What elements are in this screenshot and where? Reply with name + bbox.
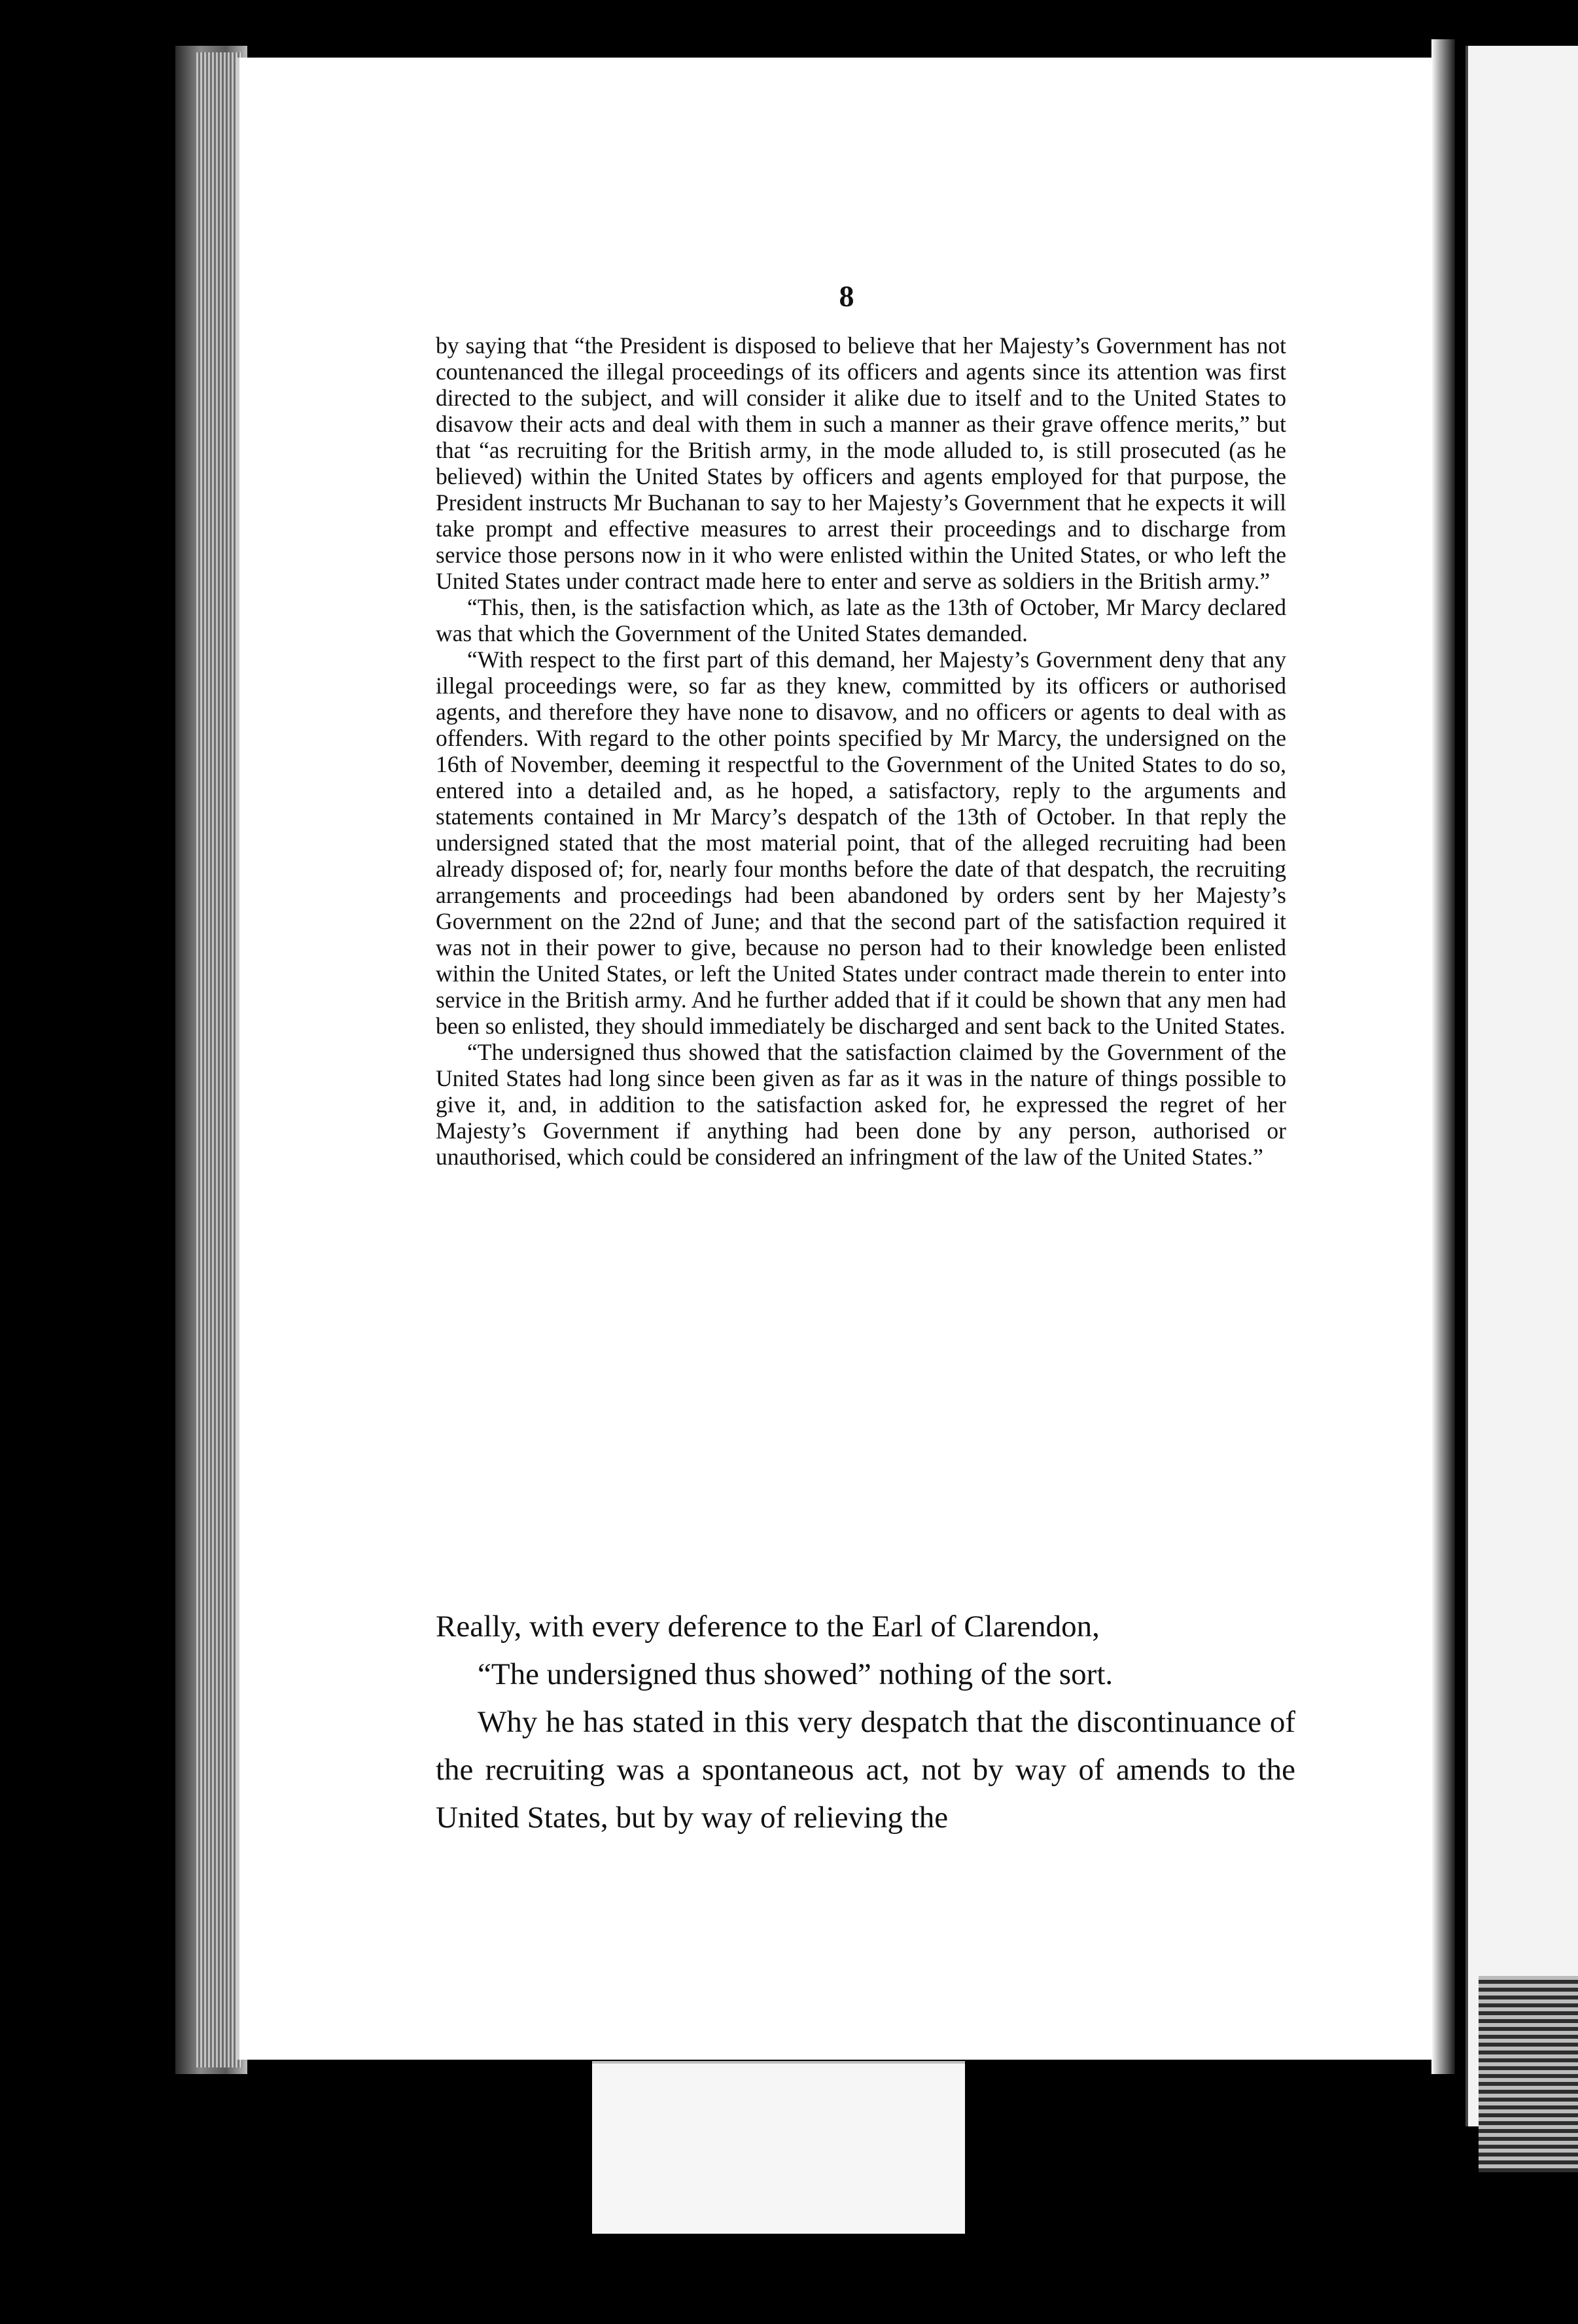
- facing-page-edge: [1479, 1976, 1578, 2172]
- quoted-paragraph: by saying that “the President is disposed to believe that her Majesty’s Government has not countenanced the illegal proceedings of its officers and agents since its attention was first directed to the subject, and will consider it alike due to itself and to the United States to disavow their acts and deal with them in such a manner as their grave offence merits,” but that “as recruiting for the British army, in the mode alluded to, is still prosecuted (as he believed) within the United States by officers and agents employed for that purpose, the President instructs Mr Buchanan to say to her Majesty’s Government that he expects it will take prompt and effective measures to arrest their proceedings and to discharge from service those persons now in it who were enlisted within the United States, or who left the United States under contract made here to enter and serve as soldiers in the British army.”: [436, 332, 1286, 594]
- gutter-shadow: [1431, 39, 1455, 2074]
- quoted-despatch-block: [436, 332, 1286, 1170]
- page-bottom-tab: [592, 2061, 965, 2234]
- commentary-paragraph: Why he has stated in this very despatch that the discontinuance of the recruiting was a spontaneous act, not by way of amends to the United States, but by way of relieving the: [436, 1705, 1295, 1835]
- book-page: [236, 58, 1454, 2060]
- quoted-paragraph: “This, then, is the satisfaction which, as late as the 13th of October, Mr Marcy declared was that which the Government of the United States demanded.: [436, 594, 1286, 646]
- commentary-line: Really, with every deference to the Earl of Clarendon,: [436, 1610, 1100, 1644]
- quoted-paragraph: “With respect to the first part of this demand, her Majesty’s Government deny that any illegal proceedings were, so far as they knew, committed by its officers or authorised agents, and therefore they have none to disavow, and no officers or agents to deal with as offenders. With regard to the other points specified by Mr Marcy, the undersigned on the 16th of November, deeming it respectful to the Government of the United States to do so, entered into a detailed and, as he hoped, a satisfactory, reply to the arguments and statements contained in Mr Marcy’s despatch of the 13th of October. In that reply the undersigned stated that the most material point, that of the alleged recruiting had been already disposed of; for, nearly four months before the date of that despatch, the recruiting arrangements and proceedings had been abandoned by orders sent by her Majesty’s Government on the 22nd of June; and that the second part of the satisfaction required it was not in their power to give, because no person had to their knowledge been enlisted within the United States, or left the United States under contract made therein to enter into service in the British army. And he further added that if it could be shown that any men had been so enlisted, they should immediately be discharged and sent back to the United States.: [436, 646, 1286, 1039]
- facing-page: [1465, 46, 1578, 2126]
- commentary-line: “The undersigned thus showed” nothing of the sort.: [478, 1657, 1113, 1691]
- quoted-paragraph: “The undersigned thus showed that the satisfaction claimed by the Government of the United States had long since been given as far as it was in the nature of things possible to give it, and, in addition to the satisfaction asked for, he expressed the regret of her Majesty’s Government if anything had been done by any person, authorised or unauthorised, which could be considered an infringment of the law of the United States.”: [436, 1039, 1286, 1170]
- page-number: 8: [839, 279, 854, 313]
- author-commentary: [436, 1603, 1295, 1842]
